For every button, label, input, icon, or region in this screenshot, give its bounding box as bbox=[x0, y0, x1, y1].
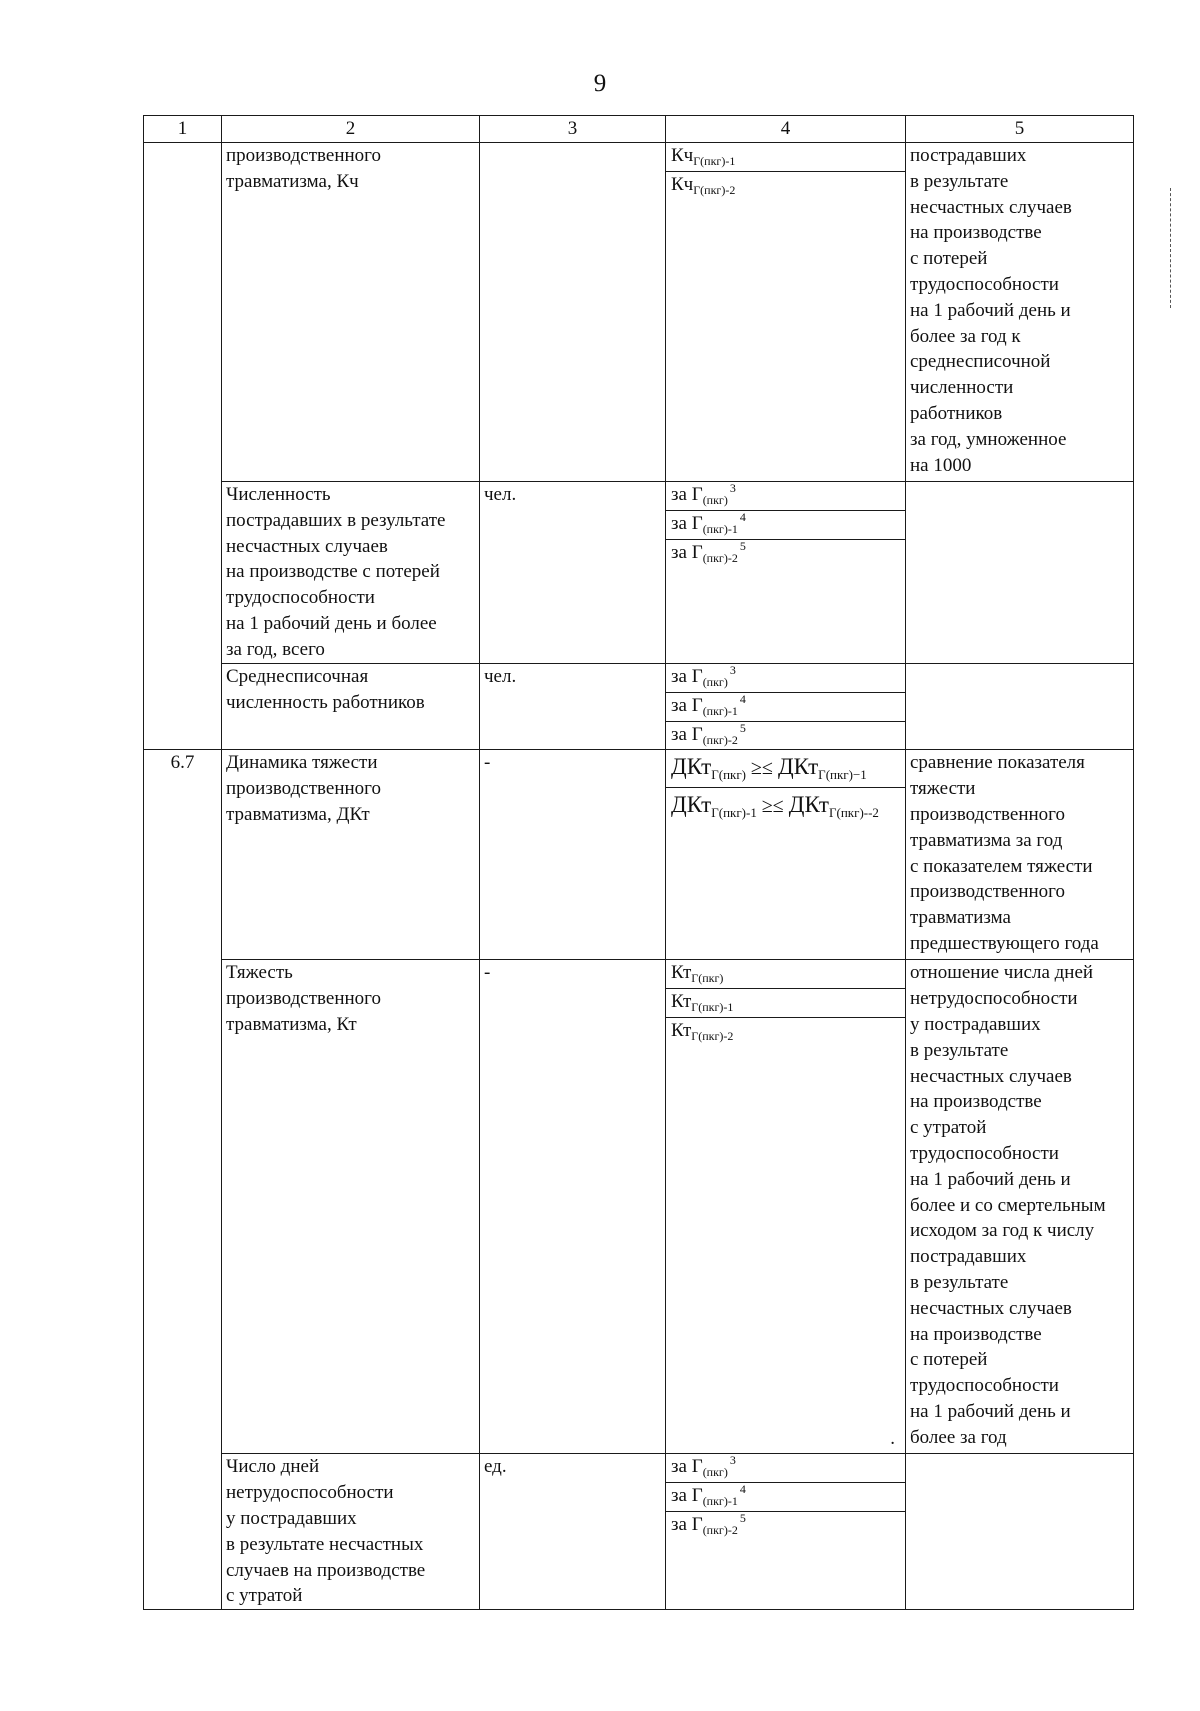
text-line: пострадавших в результате bbox=[226, 509, 446, 531]
text-line: трудоспособности bbox=[910, 1375, 1059, 1397]
cell-indicator bbox=[222, 750, 480, 960]
formula-superscript: 3 bbox=[729, 663, 736, 677]
cell-indicator bbox=[222, 1454, 480, 1610]
text-line: с потерей bbox=[910, 248, 988, 270]
text-line: нетрудоспособности bbox=[226, 1482, 394, 1504]
table-header-row bbox=[144, 116, 1134, 143]
text-line: Тяжесть bbox=[226, 962, 293, 984]
formula-subscript: (пкг)-2 bbox=[702, 1522, 738, 1537]
text-line: на производстве bbox=[910, 222, 1042, 244]
text-line: несчастных случаев bbox=[910, 196, 1072, 218]
comparison-operator: ≥≤ bbox=[756, 795, 789, 818]
text-line: несчастных случаев bbox=[910, 1065, 1072, 1087]
formula-superscript: 5 bbox=[739, 538, 746, 553]
text-line: на 1 рабочий день и более bbox=[226, 612, 437, 634]
text-line: производственного bbox=[910, 803, 1065, 825]
text-line: травматизма, Кч bbox=[226, 170, 359, 192]
cell-unit: чел. bbox=[480, 482, 666, 664]
text-line: трудоспособности bbox=[910, 273, 1059, 295]
header-cell: 1 bbox=[144, 116, 222, 143]
text-line: более за год к bbox=[910, 325, 1021, 347]
cell-unit: ед. bbox=[480, 1454, 666, 1610]
header-cell: 4 bbox=[666, 116, 906, 143]
text-line: Среднесписочная bbox=[226, 666, 369, 687]
formula-base: Кч bbox=[671, 145, 694, 166]
text-line: случаев на производстве bbox=[226, 1559, 426, 1581]
formula-base: ДКт bbox=[777, 754, 819, 780]
formula-base: ДКт bbox=[671, 792, 712, 818]
text-line: с показателем тяжести bbox=[910, 855, 1093, 877]
formula-base: за Г bbox=[671, 1485, 703, 1507]
comparison-formula bbox=[666, 788, 905, 825]
formula-subscript: Г(пкг)--2 bbox=[829, 805, 879, 821]
cell-formula bbox=[666, 960, 906, 1454]
text-line: на 1 рабочий день и bbox=[910, 299, 1071, 321]
formula-item bbox=[666, 172, 905, 200]
formula-base: за Г bbox=[671, 666, 703, 687]
formula-base: Кт bbox=[671, 962, 692, 984]
formula-base: за Г bbox=[671, 512, 703, 534]
text-line: в результате несчастных bbox=[226, 1533, 424, 1555]
formula-item bbox=[666, 664, 905, 693]
text-line: пострадавших bbox=[910, 145, 1027, 166]
cell-formula bbox=[666, 750, 906, 960]
cell-number bbox=[144, 143, 222, 750]
cell-formula bbox=[666, 664, 906, 750]
cell-description bbox=[906, 482, 1134, 664]
header-cell: 2 bbox=[222, 116, 480, 143]
table-row bbox=[144, 750, 1134, 960]
formula-base: ДКт bbox=[671, 754, 712, 780]
formula-subscript: Г(пкг) bbox=[691, 971, 724, 986]
text-line: более за год bbox=[910, 1426, 1007, 1448]
page-number: 9 bbox=[593, 70, 607, 97]
text-line: отношение числа дней bbox=[910, 962, 1094, 984]
text-line: численности bbox=[910, 377, 1014, 399]
formula-item bbox=[666, 1483, 905, 1512]
formula-base: Кч bbox=[671, 173, 694, 195]
formula-subscript: (пкг)-1 bbox=[702, 703, 738, 718]
table-row bbox=[144, 664, 1134, 750]
text-line: несчастных случаев bbox=[910, 1297, 1072, 1319]
cell-description bbox=[906, 664, 1134, 750]
comparison-formula bbox=[666, 750, 905, 788]
indicator-table bbox=[143, 115, 1134, 1610]
formula-item bbox=[666, 1018, 905, 1046]
text-line: более и со смертельным bbox=[910, 1194, 1106, 1216]
formula-superscript: 3 bbox=[729, 481, 736, 495]
cell-description bbox=[906, 143, 1134, 482]
formula-superscript: 5 bbox=[739, 1510, 746, 1525]
formula-base: за Г bbox=[671, 694, 703, 716]
formula-base: за Г bbox=[671, 1456, 703, 1478]
formula-subscript: (пкг)-1 bbox=[702, 521, 738, 536]
header-cell: 3 bbox=[480, 116, 666, 143]
cell-unit bbox=[480, 143, 666, 482]
text-line: производственного bbox=[226, 988, 381, 1010]
formula-subscript: Г(пкг)−1 bbox=[818, 767, 867, 783]
text-line: за год, умноженное bbox=[910, 428, 1067, 450]
text-line: сравнение показателя bbox=[910, 752, 1085, 774]
header-cell: 5 bbox=[906, 116, 1134, 143]
cell-indicator bbox=[222, 664, 480, 750]
text-line: Число дней bbox=[226, 1456, 320, 1478]
text-line: за год, всего bbox=[226, 638, 325, 660]
formula-base: за Г bbox=[671, 541, 703, 563]
text-line: предшествующего года bbox=[910, 932, 1099, 954]
cell-indicator bbox=[222, 143, 480, 482]
formula-superscript: 3 bbox=[729, 1453, 736, 1468]
formula-subscript: (пкг)-2 bbox=[702, 732, 738, 747]
formula-subscript: Г(пкг)-2 bbox=[693, 182, 736, 197]
text-line: производственного bbox=[226, 145, 381, 166]
stray-mark: . bbox=[890, 1427, 895, 1449]
formula-base: за Г bbox=[671, 484, 703, 505]
formula-subscript: (пкг) bbox=[702, 493, 728, 507]
text-line: в результате bbox=[910, 1271, 1009, 1293]
formula-item bbox=[666, 1454, 905, 1483]
cell-indicator bbox=[222, 482, 480, 664]
text-line: у пострадавших bbox=[226, 1507, 357, 1529]
cell-indicator bbox=[222, 960, 480, 1454]
formula-subscript: Г(пкг)-2 bbox=[691, 1028, 734, 1043]
formula-item bbox=[666, 960, 905, 989]
formula-item bbox=[666, 482, 905, 511]
table-row bbox=[144, 482, 1134, 664]
formula-item bbox=[666, 722, 905, 750]
text-line: травматизма за год bbox=[910, 829, 1063, 851]
formula-item bbox=[666, 540, 905, 568]
text-line: производственного bbox=[910, 881, 1065, 903]
formula-item bbox=[666, 693, 905, 722]
text-line: среднесписочной bbox=[910, 351, 1051, 373]
formula-subscript: Г(пкг)-1 bbox=[691, 1000, 734, 1015]
text-line: несчастных случаев bbox=[226, 535, 388, 557]
text-line: на 1 рабочий день и bbox=[910, 1400, 1071, 1422]
formula-item bbox=[666, 989, 905, 1018]
cell-unit: - bbox=[480, 960, 666, 1454]
formula-subscript: (пкг) bbox=[702, 1465, 728, 1480]
text-line: на 1000 bbox=[910, 454, 972, 476]
text-line: с потерей bbox=[910, 1349, 988, 1371]
formula-superscript: 4 bbox=[739, 691, 746, 706]
formula-superscript: 5 bbox=[739, 720, 746, 735]
text-line: исходом за год к числу bbox=[910, 1220, 1095, 1242]
text-line: на 1 рабочий день и bbox=[910, 1168, 1071, 1190]
text-line: Динамика тяжести bbox=[226, 752, 378, 774]
formula-subscript: Г(пкг)-1 bbox=[693, 154, 736, 168]
formula-base: за Г bbox=[671, 723, 703, 745]
text-line: травматизма, Кт bbox=[226, 1013, 357, 1035]
formula-subscript: (пкг)-1 bbox=[702, 1494, 738, 1509]
text-line: работников bbox=[910, 402, 1003, 424]
table-row bbox=[144, 143, 1134, 482]
cell-unit: чел. bbox=[480, 664, 666, 750]
cell-description bbox=[906, 1454, 1134, 1610]
text-line: на производстве с потерей bbox=[226, 561, 440, 583]
formula-subscript: (пкг) bbox=[702, 675, 728, 689]
text-line: в результате bbox=[910, 1039, 1009, 1061]
text-line: трудоспособности bbox=[910, 1142, 1059, 1164]
formula-superscript: 4 bbox=[739, 509, 746, 524]
text-line: численность работников bbox=[226, 691, 425, 713]
formula-subscript: Г(пкг) bbox=[711, 767, 746, 783]
text-line: у пострадавших bbox=[910, 1013, 1041, 1035]
formula-item bbox=[666, 1512, 905, 1540]
formula-item bbox=[666, 511, 905, 540]
formula-subscript: Г(пкг)-1 bbox=[711, 805, 757, 821]
cell-number: 6.7 bbox=[144, 750, 222, 1610]
text-line: с утратой bbox=[910, 1117, 987, 1139]
formula-base: Кт bbox=[671, 991, 692, 1013]
text-line: в результате bbox=[910, 170, 1009, 192]
cell-unit: - bbox=[480, 750, 666, 960]
text-line: травматизма, ДКт bbox=[226, 803, 370, 825]
formula-subscript: (пкг)-2 bbox=[702, 550, 738, 565]
table-row bbox=[144, 1454, 1134, 1610]
text-line: нетрудоспособности bbox=[910, 988, 1078, 1010]
text-line: травматизма bbox=[910, 907, 1011, 929]
text-line: Численность bbox=[226, 484, 331, 505]
cell-description bbox=[906, 960, 1134, 1454]
formula-superscript: 4 bbox=[739, 1482, 746, 1497]
cell-description bbox=[906, 750, 1134, 960]
formula-base: за Г bbox=[671, 1513, 703, 1535]
text-line: трудоспособности bbox=[226, 587, 375, 609]
text-line: на производстве bbox=[910, 1091, 1042, 1113]
comparison-operator: ≥≤ bbox=[746, 757, 778, 780]
formula-item bbox=[666, 143, 905, 172]
cell-formula bbox=[666, 1454, 906, 1610]
text-line: производственного bbox=[226, 778, 381, 800]
text-line: тяжести bbox=[910, 778, 976, 800]
cell-formula bbox=[666, 482, 906, 664]
table-row bbox=[144, 960, 1134, 1454]
text-line: на производстве bbox=[910, 1323, 1042, 1345]
formula-base: Кт bbox=[671, 1019, 692, 1041]
text-line: с утратой bbox=[226, 1585, 303, 1607]
text-line: пострадавших bbox=[910, 1246, 1027, 1268]
margin-mark bbox=[1170, 188, 1171, 308]
formula-base: ДКт bbox=[788, 792, 829, 818]
cell-formula bbox=[666, 143, 906, 482]
